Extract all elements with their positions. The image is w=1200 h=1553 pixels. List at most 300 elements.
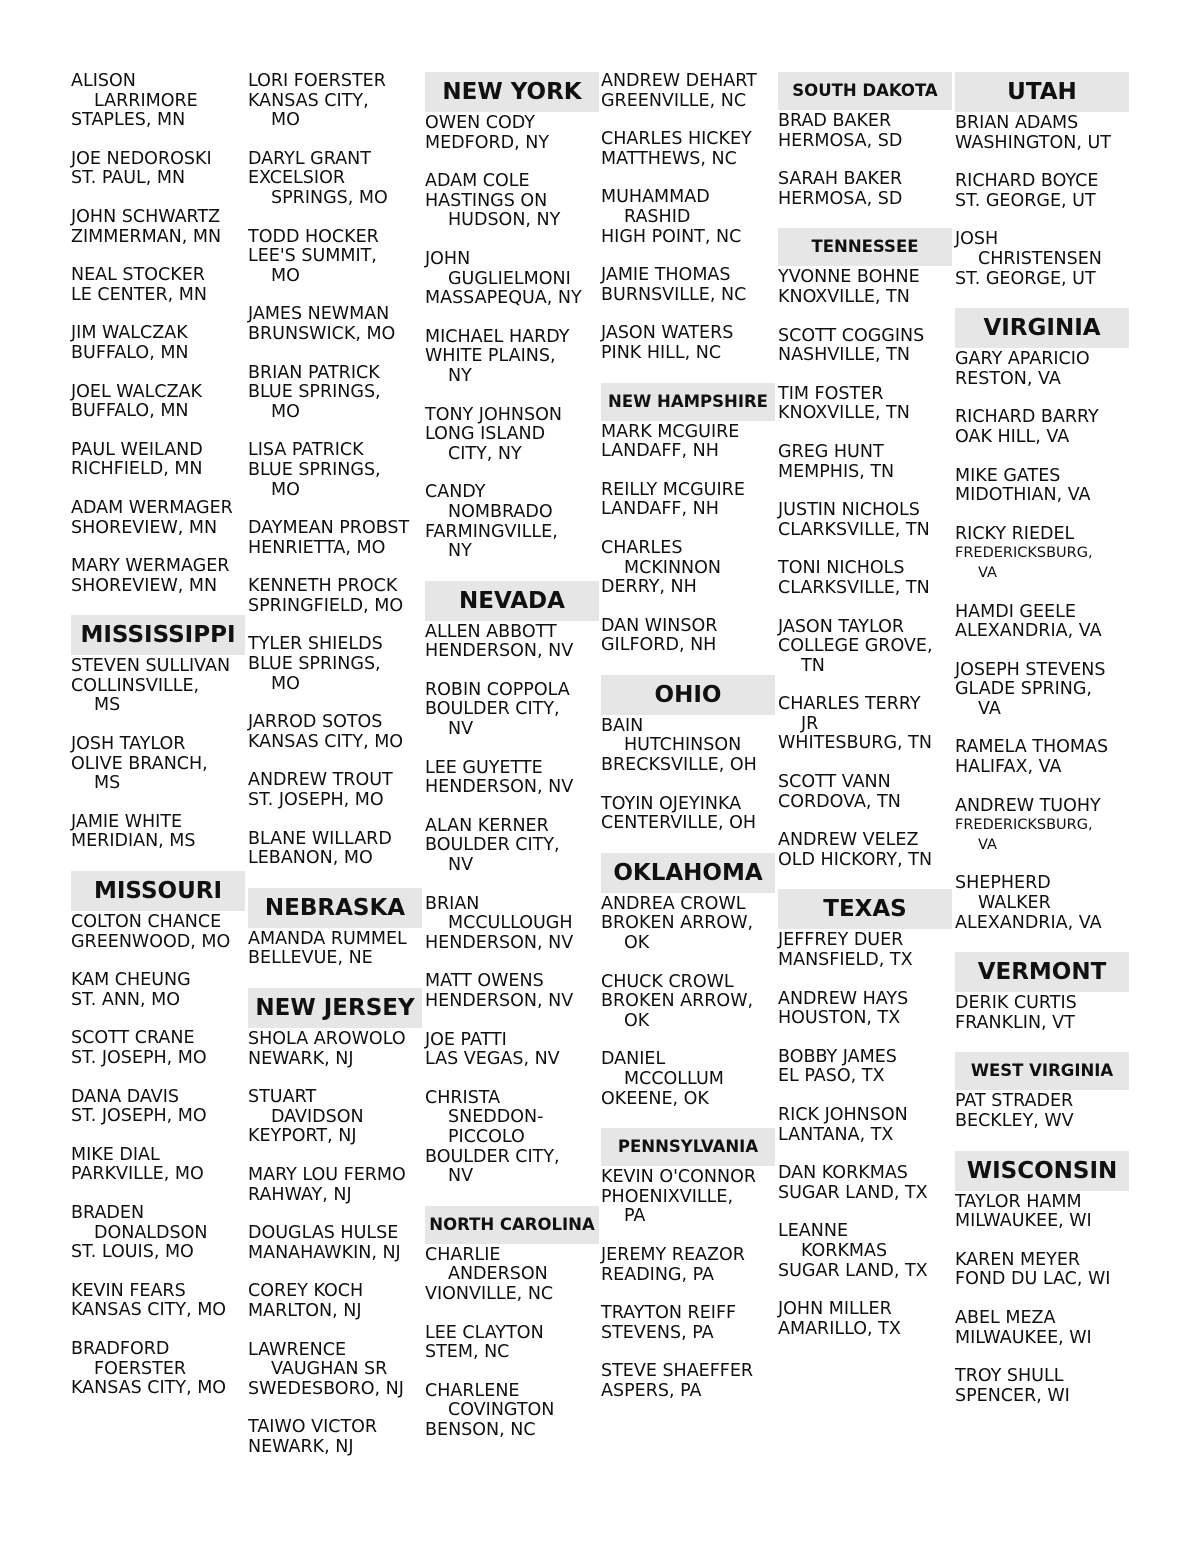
entry-line: MO bbox=[271, 110, 300, 131]
directory-entry bbox=[601, 72, 775, 111]
entry-line: CLARKSVILLE, TN bbox=[778, 577, 930, 598]
entry-line: BENSON, NC bbox=[425, 1419, 536, 1440]
entry-name: CHUCK CROWL bbox=[601, 971, 734, 992]
entry-line: OAK HILL, VA bbox=[955, 426, 1070, 447]
entry-line: HENDERSON, NV bbox=[425, 777, 574, 798]
state-header: NEW JERSEY bbox=[248, 988, 422, 1028]
entry-name: ALISON bbox=[71, 71, 136, 91]
entry-line: DAVIDSON bbox=[271, 1106, 364, 1127]
directory-entry bbox=[248, 441, 422, 500]
entry-line: CENTERVILLE, OH bbox=[601, 813, 757, 834]
entry-name: ALAN KERNER bbox=[425, 815, 549, 836]
entry-name: ALLEN ABBOTT bbox=[425, 621, 557, 642]
entry-name: JOHN bbox=[425, 248, 471, 269]
directory-entry bbox=[425, 250, 599, 309]
entry-line: PICCOLO bbox=[448, 1126, 525, 1147]
directory-entry bbox=[955, 603, 1129, 642]
entry-line: BECKLEY, WV bbox=[955, 1111, 1074, 1131]
entry-name: TRAYTON REIFF bbox=[601, 1303, 737, 1324]
entry-name: MICHAEL HARDY bbox=[425, 326, 570, 347]
entry-name: KEVIN O'CONNOR bbox=[601, 1167, 757, 1188]
entry-line: BLUE SPRINGS, bbox=[248, 654, 381, 675]
entry-line: COVINGTON bbox=[448, 1400, 555, 1421]
entry-name: JARROD SOTOS bbox=[248, 712, 383, 733]
directory-entry bbox=[778, 773, 952, 812]
entry-name: JOHN MILLER bbox=[778, 1299, 892, 1320]
entry-name: BRIAN bbox=[425, 893, 480, 914]
entry-name: SCOTT CRANE bbox=[71, 1028, 195, 1049]
entry-name: JAMIE THOMAS bbox=[601, 265, 731, 286]
entry-name: MIKE GATES bbox=[955, 465, 1061, 486]
entry-line: MILWAUKEE, WI bbox=[955, 1327, 1092, 1348]
directory-entry bbox=[71, 1204, 245, 1263]
entry-line: MARLTON, NJ bbox=[248, 1300, 362, 1321]
state-header: WEST VIRGINIA bbox=[955, 1052, 1129, 1090]
entry-line: RICHFIELD, MN bbox=[71, 459, 203, 480]
directory-entry bbox=[778, 170, 952, 209]
entry-name: TAYLOR HAMM bbox=[955, 1191, 1082, 1212]
entry-line: KORKMAS bbox=[801, 1240, 888, 1261]
entry-line: LANDAFF, NH bbox=[601, 441, 719, 462]
entry-line: MANAHAWKIN, NJ bbox=[248, 1242, 401, 1263]
directory-entry bbox=[778, 618, 952, 677]
entry-name: JOHN SCHWARTZ bbox=[71, 206, 221, 227]
directory-entry bbox=[71, 1282, 245, 1321]
directory-entry bbox=[778, 1048, 952, 1087]
entry-name: ANDREW TUOHY bbox=[955, 795, 1101, 816]
entry-line: LE CENTER, MN bbox=[71, 284, 207, 305]
directory-entry bbox=[425, 972, 599, 1011]
directory-entry bbox=[955, 408, 1129, 447]
entry-line: PA bbox=[624, 1206, 646, 1227]
entry-name: ANDREW HAYS bbox=[778, 988, 909, 1009]
directory-entry bbox=[425, 623, 599, 662]
entry-line: PHOENIXVILLE, bbox=[601, 1186, 734, 1207]
entry-line: WALKER bbox=[978, 893, 1051, 914]
directory-entry bbox=[955, 350, 1129, 389]
directory-entry bbox=[778, 327, 952, 366]
entry-line: OK bbox=[624, 1010, 650, 1031]
directory-column-3 bbox=[425, 72, 599, 1460]
entry-name: SCOTT VANN bbox=[778, 772, 891, 793]
entry-line: GREENVILLE, NC bbox=[601, 90, 747, 111]
entry-line: RAHWAY, NJ bbox=[248, 1184, 352, 1205]
entry-name: KAM CHEUNG bbox=[71, 970, 191, 991]
entry-name: SHEPHERD bbox=[955, 873, 1051, 894]
state-header: WISCONSIN bbox=[955, 1151, 1129, 1191]
entry-name: LEE GUYETTE bbox=[425, 757, 543, 778]
entry-line: BURNSVILLE, NC bbox=[601, 284, 747, 305]
entry-line: BUFFALO, MN bbox=[71, 342, 189, 363]
directory-entry bbox=[778, 385, 952, 424]
entry-name: ROBIN COPPOLA bbox=[425, 679, 570, 700]
directory-entry bbox=[601, 481, 775, 520]
directory-entry bbox=[71, 208, 245, 247]
entry-name: TOYIN OJEYINKA bbox=[601, 793, 742, 814]
entry-line: HOUSTON, TX bbox=[778, 1008, 901, 1029]
entry-name: JEREMY REAZOR bbox=[601, 1244, 745, 1265]
entry-line: WASHINGTON, UT bbox=[955, 132, 1111, 153]
entry-line: SUGAR LAND, TX bbox=[778, 1182, 928, 1203]
entry-line: OKEENE, OK bbox=[601, 1088, 709, 1109]
directory-entry bbox=[248, 1418, 422, 1457]
directory-entry bbox=[71, 557, 245, 596]
entry-name: TODD HOCKER bbox=[248, 226, 379, 247]
entry-name: CHARLES bbox=[601, 537, 683, 558]
entry-line: SWEDESBORO, NJ bbox=[248, 1378, 404, 1399]
directory-entry bbox=[601, 1304, 775, 1343]
entry-line: WHITESBURG, TN bbox=[778, 733, 932, 754]
entry-line: CITY, NY bbox=[448, 443, 522, 464]
state-header: TEXAS bbox=[778, 889, 952, 929]
entry-line: BROKEN ARROW, bbox=[601, 991, 754, 1012]
entry-name: SHOLA AROWOLO bbox=[248, 1029, 406, 1049]
entry-line: CLARKSVILLE, TN bbox=[778, 519, 930, 540]
entry-line: LEE'S SUMMIT, bbox=[248, 246, 377, 267]
entry-line: MO bbox=[271, 265, 300, 286]
entry-name: CHARLES HICKEY bbox=[601, 129, 752, 150]
entry-line: FREDERICKSBURG, bbox=[955, 817, 1093, 834]
directory-entry bbox=[778, 1106, 952, 1145]
directory-entry bbox=[778, 931, 952, 970]
directory-entry bbox=[248, 771, 422, 810]
directory-entry bbox=[425, 328, 599, 387]
entry-line: KNOXVILLE, TN bbox=[778, 286, 910, 307]
entry-line: KANSAS CITY, MO bbox=[248, 731, 404, 752]
directory-entry bbox=[425, 406, 599, 465]
directory-entry bbox=[955, 1309, 1129, 1348]
entry-name: TYLER SHIELDS bbox=[248, 634, 383, 655]
entry-line: LANTANA, TX bbox=[778, 1124, 894, 1145]
state-header: NEBRASKA bbox=[248, 888, 422, 928]
entry-line: KNOXVILLE, TN bbox=[778, 403, 910, 424]
entry-name: BRADFORD bbox=[71, 1338, 170, 1359]
entry-name: CHARLIE bbox=[425, 1244, 501, 1265]
entry-line: BRUNSWICK, MO bbox=[248, 323, 396, 344]
entry-line: ST. GEORGE, UT bbox=[955, 268, 1096, 289]
entry-line: MCCOLLUM bbox=[624, 1069, 724, 1089]
entry-name: MARY LOU FERMO bbox=[248, 1164, 406, 1185]
entry-line: BUFFALO, MN bbox=[71, 401, 189, 422]
directory-entry bbox=[248, 72, 422, 131]
directory-entry bbox=[955, 114, 1129, 153]
entry-name: SCOTT COGGINS bbox=[778, 325, 925, 346]
directory-entry bbox=[778, 443, 952, 482]
directory-entry bbox=[71, 499, 245, 538]
entry-line: BROKEN ARROW, bbox=[601, 913, 754, 934]
entry-line: MASSAPEQUA, NY bbox=[425, 288, 582, 309]
entry-line: ALEXANDRIA, VA bbox=[955, 621, 1102, 642]
entry-line: SPENCER, WI bbox=[955, 1385, 1070, 1406]
entry-name: AMANDA RUMMEL bbox=[248, 928, 407, 949]
entry-name: TAIWO VICTOR bbox=[248, 1417, 378, 1438]
entry-line: LONG ISLAND bbox=[425, 424, 546, 445]
directory-entry bbox=[955, 525, 1129, 584]
directory-entry bbox=[71, 72, 245, 131]
entry-line: MS bbox=[94, 695, 121, 716]
entry-line: MS bbox=[94, 773, 121, 794]
entry-line: BELLEVUE, NE bbox=[248, 948, 373, 969]
state-header: MISSISSIPPI bbox=[71, 615, 245, 655]
entry-name: CHARLES TERRY bbox=[778, 694, 921, 715]
directory-entry bbox=[248, 1030, 422, 1069]
entry-line: CHRISTENSEN bbox=[978, 248, 1102, 269]
entry-line: ST. JOSEPH, MO bbox=[71, 1048, 207, 1068]
directory-entry bbox=[601, 324, 775, 363]
entry-name: ANDREW DEHART bbox=[601, 71, 757, 91]
directory-entry bbox=[955, 738, 1129, 777]
directory-column-5 bbox=[778, 72, 952, 1358]
directory-entry bbox=[71, 813, 245, 852]
directory-entry bbox=[601, 895, 775, 954]
entry-line: JR bbox=[801, 713, 819, 734]
entry-line: AMARILLO, TX bbox=[778, 1318, 901, 1339]
entry-line: BLUE SPRINGS, bbox=[248, 382, 381, 403]
entry-name: DANIEL bbox=[601, 1049, 666, 1070]
directory-entry bbox=[778, 112, 952, 151]
entry-name: TONI NICHOLS bbox=[778, 558, 905, 579]
entry-name: LEANNE bbox=[778, 1221, 849, 1242]
directory-entry bbox=[955, 797, 1129, 856]
entry-line: FOERSTER bbox=[94, 1358, 187, 1379]
entry-line: KANSAS CITY, bbox=[248, 90, 369, 111]
entry-name: KEVIN FEARS bbox=[71, 1280, 186, 1301]
directory-entry bbox=[955, 994, 1129, 1033]
state-header: NEW YORK bbox=[425, 72, 599, 112]
entry-name: ANDREW TROUT bbox=[248, 770, 393, 791]
entry-line: ST. ANN, MO bbox=[71, 989, 180, 1010]
directory-entry bbox=[71, 1029, 245, 1068]
directory-entry bbox=[601, 973, 775, 1032]
directory-entry bbox=[601, 423, 775, 462]
entry-name: ANDREW VELEZ bbox=[778, 830, 919, 851]
entry-line: BOULDER CITY, bbox=[425, 835, 560, 856]
directory-column-2 bbox=[248, 72, 422, 1477]
entry-line: NV bbox=[448, 719, 474, 740]
entry-line: BOULDER CITY, bbox=[425, 699, 560, 720]
entry-line: MO bbox=[271, 479, 300, 500]
entry-line: HENDERSON, NV bbox=[425, 641, 574, 662]
entry-name: JEFFREY DUER bbox=[778, 930, 904, 951]
entry-line: STEVENS, PA bbox=[601, 1322, 714, 1343]
entry-line: NV bbox=[448, 1166, 474, 1187]
directory-entry bbox=[601, 1050, 775, 1109]
entry-line: STEM, NC bbox=[425, 1342, 510, 1363]
entry-line: ST. GEORGE, UT bbox=[955, 190, 1096, 211]
entry-name: ABEL MEZA bbox=[955, 1307, 1056, 1328]
entry-name: STEVE SHAEFFER bbox=[601, 1361, 754, 1382]
entry-name: LAWRENCE bbox=[248, 1339, 347, 1360]
directory-entry bbox=[425, 817, 599, 876]
entry-line: SUGAR LAND, TX bbox=[778, 1260, 928, 1281]
entry-line: SHOREVIEW, MN bbox=[71, 517, 218, 538]
entry-line: MIDOTHIAN, VA bbox=[955, 485, 1091, 506]
entry-line: NEWARK, NJ bbox=[248, 1048, 354, 1069]
entry-name: JASON WATERS bbox=[601, 323, 734, 344]
entry-line: MATTHEWS, NC bbox=[601, 148, 737, 169]
entry-line: EL PASO, TX bbox=[778, 1066, 885, 1087]
directory-entry bbox=[601, 617, 775, 656]
entry-line: GUGLIELMONI bbox=[448, 268, 571, 289]
entry-line: ST. LOUIS, MO bbox=[71, 1242, 194, 1263]
directory-column-4 bbox=[601, 72, 775, 1421]
directory-entry bbox=[248, 305, 422, 344]
entry-name: JUSTIN NICHOLS bbox=[778, 500, 920, 521]
entry-line: VIONVILLE, NC bbox=[425, 1283, 554, 1304]
entry-line: HENRIETTA, MO bbox=[248, 537, 386, 558]
entry-line: KEYPORT, NJ bbox=[248, 1126, 357, 1147]
entry-name: MATT OWENS bbox=[425, 971, 544, 992]
entry-line: HENDERSON, NV bbox=[425, 991, 574, 1011]
entry-line: HERMOSA, SD bbox=[778, 130, 903, 151]
entry-line: BLUE SPRINGS, bbox=[248, 459, 381, 480]
state-header: SOUTH DAKOTA bbox=[778, 72, 952, 110]
entry-line: HUTCHINSON bbox=[624, 735, 742, 756]
directory-column-6 bbox=[955, 72, 1129, 1425]
directory-entry bbox=[248, 1088, 422, 1147]
entry-line: OK bbox=[624, 933, 650, 954]
directory-entry bbox=[248, 930, 422, 969]
entry-line: LARRIMORE bbox=[94, 90, 198, 111]
entry-line: OLD HICKORY, TN bbox=[778, 849, 933, 870]
directory-entry bbox=[71, 150, 245, 189]
entry-line: BRECKSVILLE, OH bbox=[601, 755, 757, 776]
state-header: OHIO bbox=[601, 675, 775, 715]
directory-entry bbox=[778, 1222, 952, 1281]
entry-name: LISA PATRICK bbox=[248, 440, 364, 461]
directory-entry bbox=[601, 1168, 775, 1227]
directory-entry bbox=[778, 1300, 952, 1339]
entry-name: JAMIE WHITE bbox=[71, 811, 183, 832]
directory-entry bbox=[248, 364, 422, 423]
entry-name: TONY JOHNSON bbox=[425, 404, 562, 425]
entry-line: ZIMMERMAN, MN bbox=[71, 226, 222, 247]
directory-entry bbox=[778, 695, 952, 754]
entry-name: DARYL GRANT bbox=[248, 148, 371, 169]
entry-line: ST. JOSEPH, MO bbox=[71, 1106, 207, 1127]
entry-line: KANSAS CITY, MO bbox=[71, 1300, 227, 1321]
entry-name: BRADEN bbox=[71, 1202, 145, 1223]
state-header: VIRGINIA bbox=[955, 308, 1129, 348]
entry-name: YVONNE BOHNE bbox=[778, 267, 920, 288]
entry-name: DAN WINSOR bbox=[601, 615, 718, 636]
entry-name: SARAH BAKER bbox=[778, 169, 903, 190]
directory-entry bbox=[71, 1146, 245, 1185]
entry-line: OLIVE BRANCH, bbox=[71, 753, 208, 774]
directory-entry bbox=[425, 681, 599, 740]
entry-line: FREDERICKSBURG, bbox=[955, 545, 1093, 562]
entry-line: VA bbox=[978, 564, 997, 581]
entry-name: MARY WERMAGER bbox=[71, 556, 230, 577]
entry-name: RICK JOHNSON bbox=[778, 1105, 908, 1125]
entry-name: STEVEN SULLIVAN bbox=[71, 656, 231, 677]
directory-entry bbox=[425, 1324, 599, 1363]
entry-name: JIM WALCZAK bbox=[71, 323, 188, 344]
directory-entry bbox=[778, 559, 952, 598]
entry-name: JOSH bbox=[955, 229, 999, 250]
entry-name: COREY KOCH bbox=[248, 1281, 364, 1302]
entry-name: DOUGLAS HULSE bbox=[248, 1223, 399, 1244]
entry-line: VA bbox=[978, 836, 997, 853]
entry-name: GARY APARICIO bbox=[955, 349, 1090, 370]
entry-line: CORDOVA, TN bbox=[778, 791, 901, 812]
directory-entry bbox=[955, 467, 1129, 506]
directory-entry bbox=[955, 874, 1129, 933]
entry-name: ADAM COLE bbox=[425, 171, 530, 192]
entry-name: GREG HUNT bbox=[778, 441, 884, 462]
entry-name: RICHARD BARRY bbox=[955, 407, 1099, 428]
entry-name: LORI FOERSTER bbox=[248, 71, 386, 91]
entry-name: JASON TAYLOR bbox=[778, 616, 905, 637]
directory-entry bbox=[778, 831, 952, 870]
entry-line: NY bbox=[448, 541, 472, 562]
state-header: VERMONT bbox=[955, 952, 1129, 992]
entry-line: DONALDSON bbox=[94, 1222, 208, 1243]
entry-line: VA bbox=[978, 698, 1001, 719]
entry-line: NOMBRADO bbox=[448, 501, 553, 522]
state-header: MISSOURI bbox=[71, 871, 245, 911]
directory-entry bbox=[248, 1166, 422, 1205]
entry-line: MO bbox=[271, 673, 300, 694]
directory-entry bbox=[248, 150, 422, 209]
directory-entry bbox=[71, 1088, 245, 1127]
entry-line: COLLEGE GROVE, bbox=[778, 636, 933, 657]
entry-line: MILWAUKEE, WI bbox=[955, 1211, 1092, 1232]
directory-entry bbox=[601, 266, 775, 305]
entry-line: ALEXANDRIA, VA bbox=[955, 912, 1102, 933]
directory-entry bbox=[955, 172, 1129, 211]
entry-name: ANDREA CROWL bbox=[601, 893, 746, 914]
entry-line: HIGH POINT, NC bbox=[601, 226, 742, 247]
entry-line: MCKINNON bbox=[624, 557, 722, 578]
entry-line: LANDAFF, NH bbox=[601, 499, 719, 520]
entry-name: JOE PATTI bbox=[425, 1029, 507, 1050]
entry-name: RICKY RIEDEL bbox=[955, 523, 1075, 544]
directory-entry bbox=[71, 657, 245, 716]
entry-name: KENNETH PROCK bbox=[248, 576, 398, 597]
directory-entry bbox=[248, 713, 422, 752]
directory-entry bbox=[71, 324, 245, 363]
entry-line: FOND DU LAC, WI bbox=[955, 1269, 1111, 1290]
directory-entry bbox=[425, 483, 599, 561]
entry-name: COLTON CHANCE bbox=[71, 912, 222, 933]
entry-line: TN bbox=[801, 655, 825, 676]
directory-entry bbox=[425, 172, 599, 231]
entry-name: BRIAN ADAMS bbox=[955, 113, 1079, 133]
directory-entry bbox=[601, 130, 775, 169]
entry-line: HUDSON, NY bbox=[448, 210, 561, 231]
entry-name: DERIK CURTIS bbox=[955, 993, 1077, 1014]
directory-entry bbox=[71, 266, 245, 305]
directory-entry bbox=[71, 383, 245, 422]
entry-line: LEBANON, MO bbox=[248, 848, 373, 869]
entry-name: DAN KORKMAS bbox=[778, 1163, 908, 1184]
directory-entry bbox=[778, 501, 952, 540]
entry-line: MCCULLOUGH bbox=[448, 913, 573, 934]
entry-name: BOBBY JAMES bbox=[778, 1046, 897, 1067]
entry-name: REILLY MCGUIRE bbox=[601, 479, 745, 500]
entry-line: RASHID bbox=[624, 206, 691, 227]
entry-line: FRANKLIN, VT bbox=[955, 1012, 1075, 1033]
directory-entry bbox=[425, 1031, 599, 1070]
directory-entry bbox=[601, 1246, 775, 1285]
directory-entry bbox=[778, 268, 952, 307]
entry-name: DAYMEAN PROBST bbox=[248, 518, 410, 539]
directory-entry bbox=[71, 913, 245, 952]
directory-entry bbox=[248, 1224, 422, 1263]
directory-entry bbox=[248, 1282, 422, 1321]
entry-line: PARKVILLE, MO bbox=[71, 1164, 204, 1185]
